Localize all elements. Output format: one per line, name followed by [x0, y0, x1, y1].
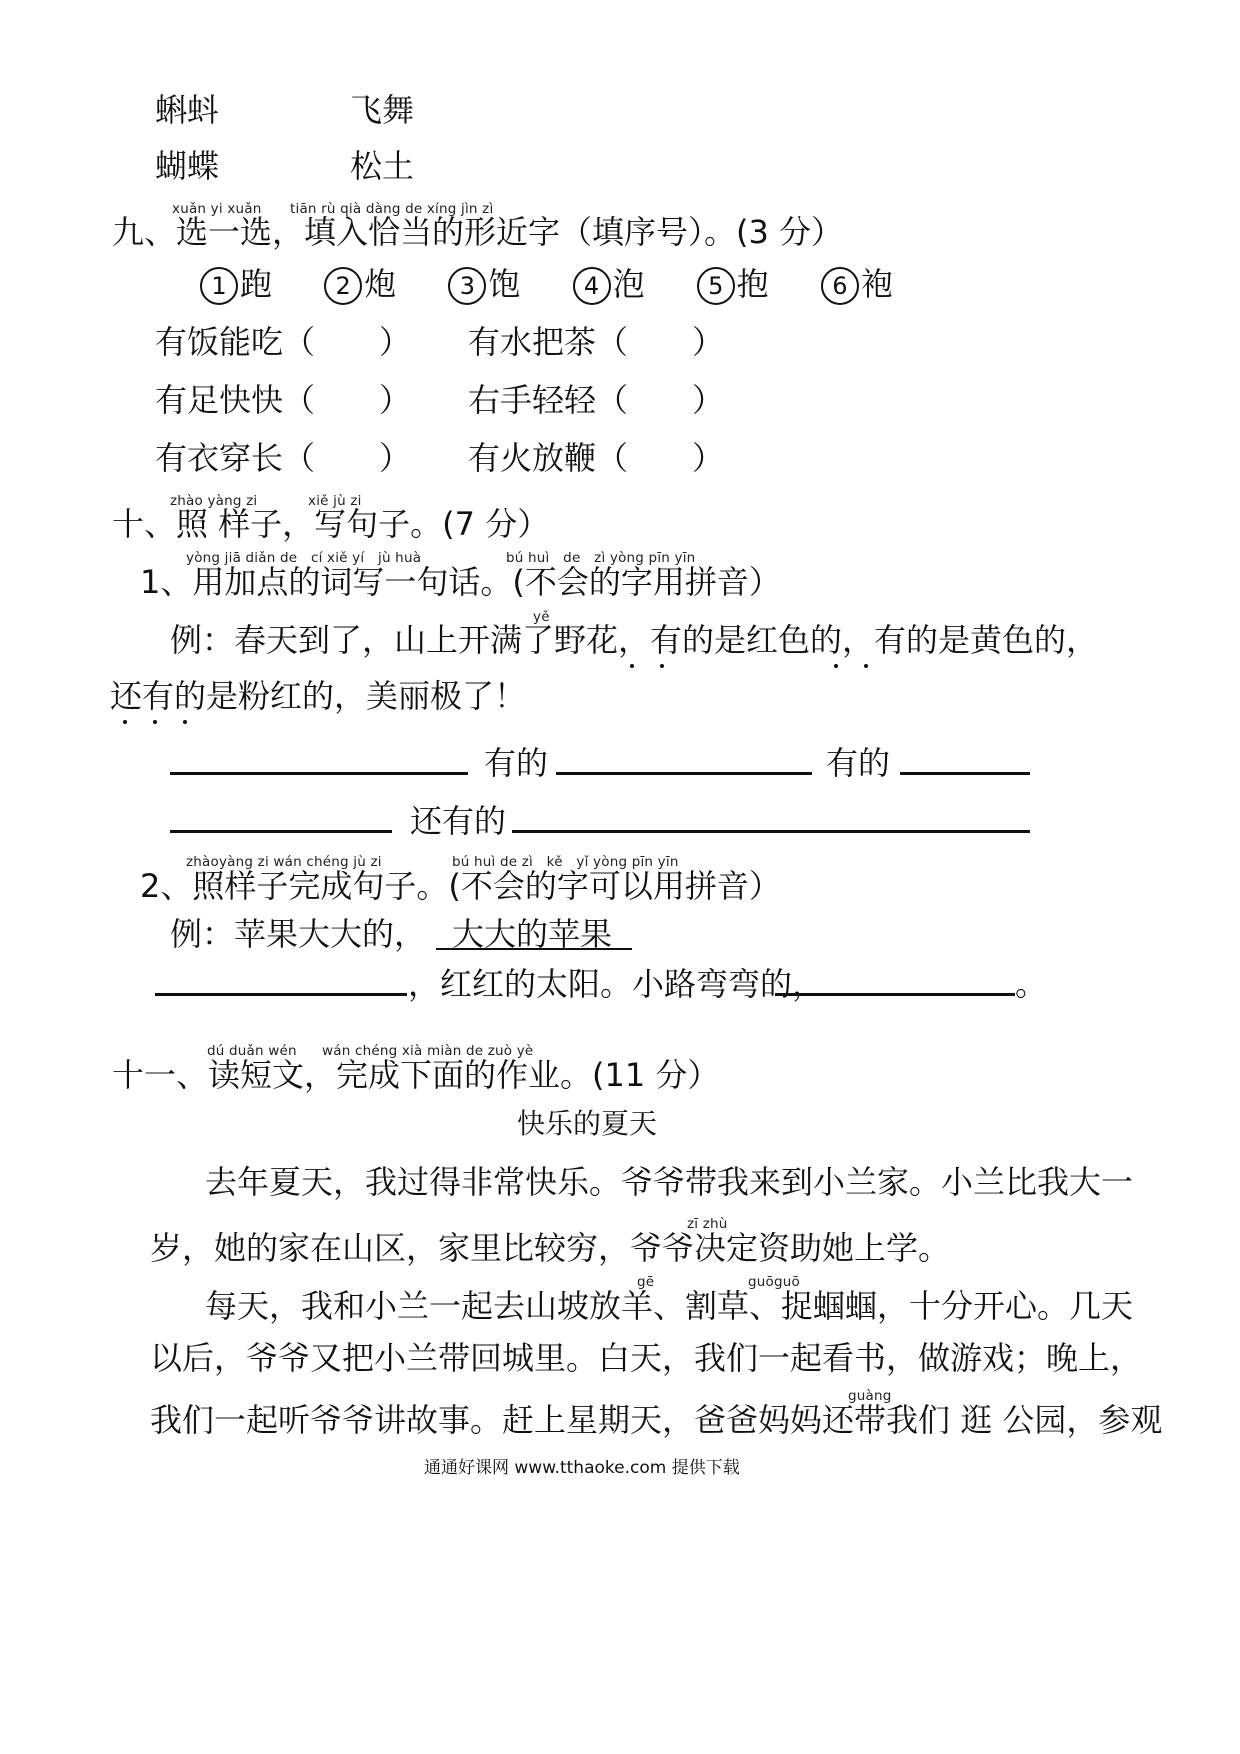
circled-number: 6 [821, 267, 859, 305]
q11-pinyin-b: wán chéng xià miàn de zuò yè [322, 1043, 534, 1059]
passage-p2-line2: 以后，爷爷又把小兰带回城里。白天，我们一起看书，做游戏；晚上， [150, 1339, 1143, 1377]
answer-blank[interactable] [170, 830, 392, 833]
q9-item-4[interactable]: 右手轻轻（ ） [468, 381, 725, 419]
q9-option-1: 1 跑 [200, 265, 272, 303]
q9-option-6: 6 袍 [821, 265, 893, 303]
pinyin-ge: gē [637, 1274, 655, 1290]
q9-pinyin-b: tiān rù qià dàng de xíng jìn zì [290, 201, 494, 217]
example-underline [436, 948, 632, 950]
pinyin-zizhu: zī zhù [687, 1216, 728, 1232]
passage-p2-line1: 每天，我和小兰一起去山坡放羊、割草、捉蝈蝈，十分开心。几天 [205, 1287, 1134, 1325]
answer-blank[interactable] [556, 772, 812, 775]
q9-title: 九、选一选，填入恰当的形近字（填序号）。(3 分） [112, 213, 844, 251]
passage-title: 快乐的夏天 [517, 1107, 658, 1140]
circled-number: 1 [200, 267, 238, 305]
q9-item-1[interactable]: 有饭能吃（ ） [155, 323, 412, 361]
passage-p1-line1: 去年夏天，我过得非常快乐。爷爷带我来到小兰家。小兰比我大一 [205, 1163, 1134, 1201]
passage-p2-line3: 我们一起听爷爷讲故事。赶上星期天，爸爸妈妈还带我们 逛 公园，参观 [150, 1401, 1163, 1439]
q9-item-2[interactable]: 有水把茶（ ） [468, 323, 725, 361]
emphasis-dot [630, 664, 634, 668]
circled-number: 5 [697, 267, 735, 305]
circled-number: 2 [324, 267, 362, 305]
q10-s2-pinyin-a: zhàoyàng zi wán chéng jù zi [186, 854, 382, 870]
q10-s1-pinyin-a: yòng jiā diǎn de cí xiě yí jù huà [186, 550, 422, 566]
q9-item-5[interactable]: 有衣穿长（ ） [155, 439, 412, 477]
answer-blank[interactable] [170, 772, 468, 775]
q10-title: 十、照 样子，写句子。(7 分） [112, 505, 550, 543]
q10-s2-pinyin-b: bú huì de zì kě yǐ yòng pīn yīn [452, 854, 679, 870]
pinyin-guang: guàng [848, 1388, 892, 1404]
circled-number: 4 [573, 267, 611, 305]
q10-s2-title: 2、照样子完成句子。(不会的字可以用拼音） [140, 867, 781, 905]
fill-you-de-1: 有的 [484, 744, 549, 782]
answer-blank[interactable] [900, 772, 1030, 775]
q10-pinyin-b: xiě jù zi [308, 493, 362, 509]
footer-text: 通通好课网 www.tthaoke.com 提供下载 [424, 1458, 740, 1478]
emphasis-dot [660, 664, 664, 668]
answer-blank[interactable] [512, 830, 1030, 833]
q10-s1-example-line2: 还有的是粉红的，美丽极了！ [110, 677, 527, 715]
q11-pinyin-a: dú duǎn wén [207, 1043, 297, 1059]
q11-title: 十一、读短文，完成下面的作业。(11 分） [112, 1056, 720, 1094]
q9-pinyin-a: xuǎn yi xuǎn [172, 201, 262, 217]
q9-option-4: 4 泡 [573, 265, 645, 303]
emphasis-dot [864, 664, 868, 668]
q9-item-3[interactable]: 有足快快（ ） [155, 381, 412, 419]
word-left-2: 蝴蝶 [155, 147, 220, 185]
q10-s1-pinyin-b: bú huì de zì yòng pīn yīn [506, 550, 696, 566]
word-right-1: 飞舞 [350, 91, 415, 129]
q9-item-6[interactable]: 有火放鞭（ ） [468, 439, 725, 477]
pinyin-guoguo: guōguō [748, 1274, 800, 1290]
word-right-2: 松土 [350, 147, 415, 185]
word-left-1: 蝌蚪 [155, 91, 220, 129]
q9-option-5: 5 抱 [697, 265, 769, 303]
q9-option-2: 2 炮 [324, 265, 396, 303]
pinyin-ye: yě [533, 609, 550, 625]
q10-pinyin-a: zhào yàng zi [170, 493, 258, 509]
q10-s1-example-line1: 例：春天到了，山上开满了野花，有的是红色的，有的是黄色的， [170, 621, 1099, 659]
q10-s2-example-answer: 大大的苹果 [452, 915, 613, 953]
answer-blank[interactable] [775, 993, 1015, 996]
q9-option-3: 3 饱 [448, 265, 520, 303]
q10-s2-fill-mid: ，红红的太阳。小路弯弯的， [408, 965, 825, 1003]
circled-number: 3 [448, 267, 486, 305]
fill-hai-you-de: 还有的 [410, 802, 507, 840]
emphasis-dot [123, 720, 127, 724]
answer-blank[interactable] [155, 993, 407, 996]
q10-s2-example-prefix: 例：苹果大大的， [170, 915, 427, 953]
emphasis-dot [153, 720, 157, 724]
fill-you-de-2: 有的 [826, 744, 891, 782]
emphasis-dot [834, 664, 838, 668]
q10-s2-fill-end: 。 [1015, 965, 1048, 1003]
emphasis-dot [183, 720, 187, 724]
q9-options [200, 264, 893, 305]
q10-s1-title: 1、用加点的词写一句话。(不会的字用拼音） [140, 563, 781, 601]
passage-p1-line2: 岁，她的家在山区，家里比较穷，爷爷决定资助她上学。 [150, 1229, 951, 1267]
